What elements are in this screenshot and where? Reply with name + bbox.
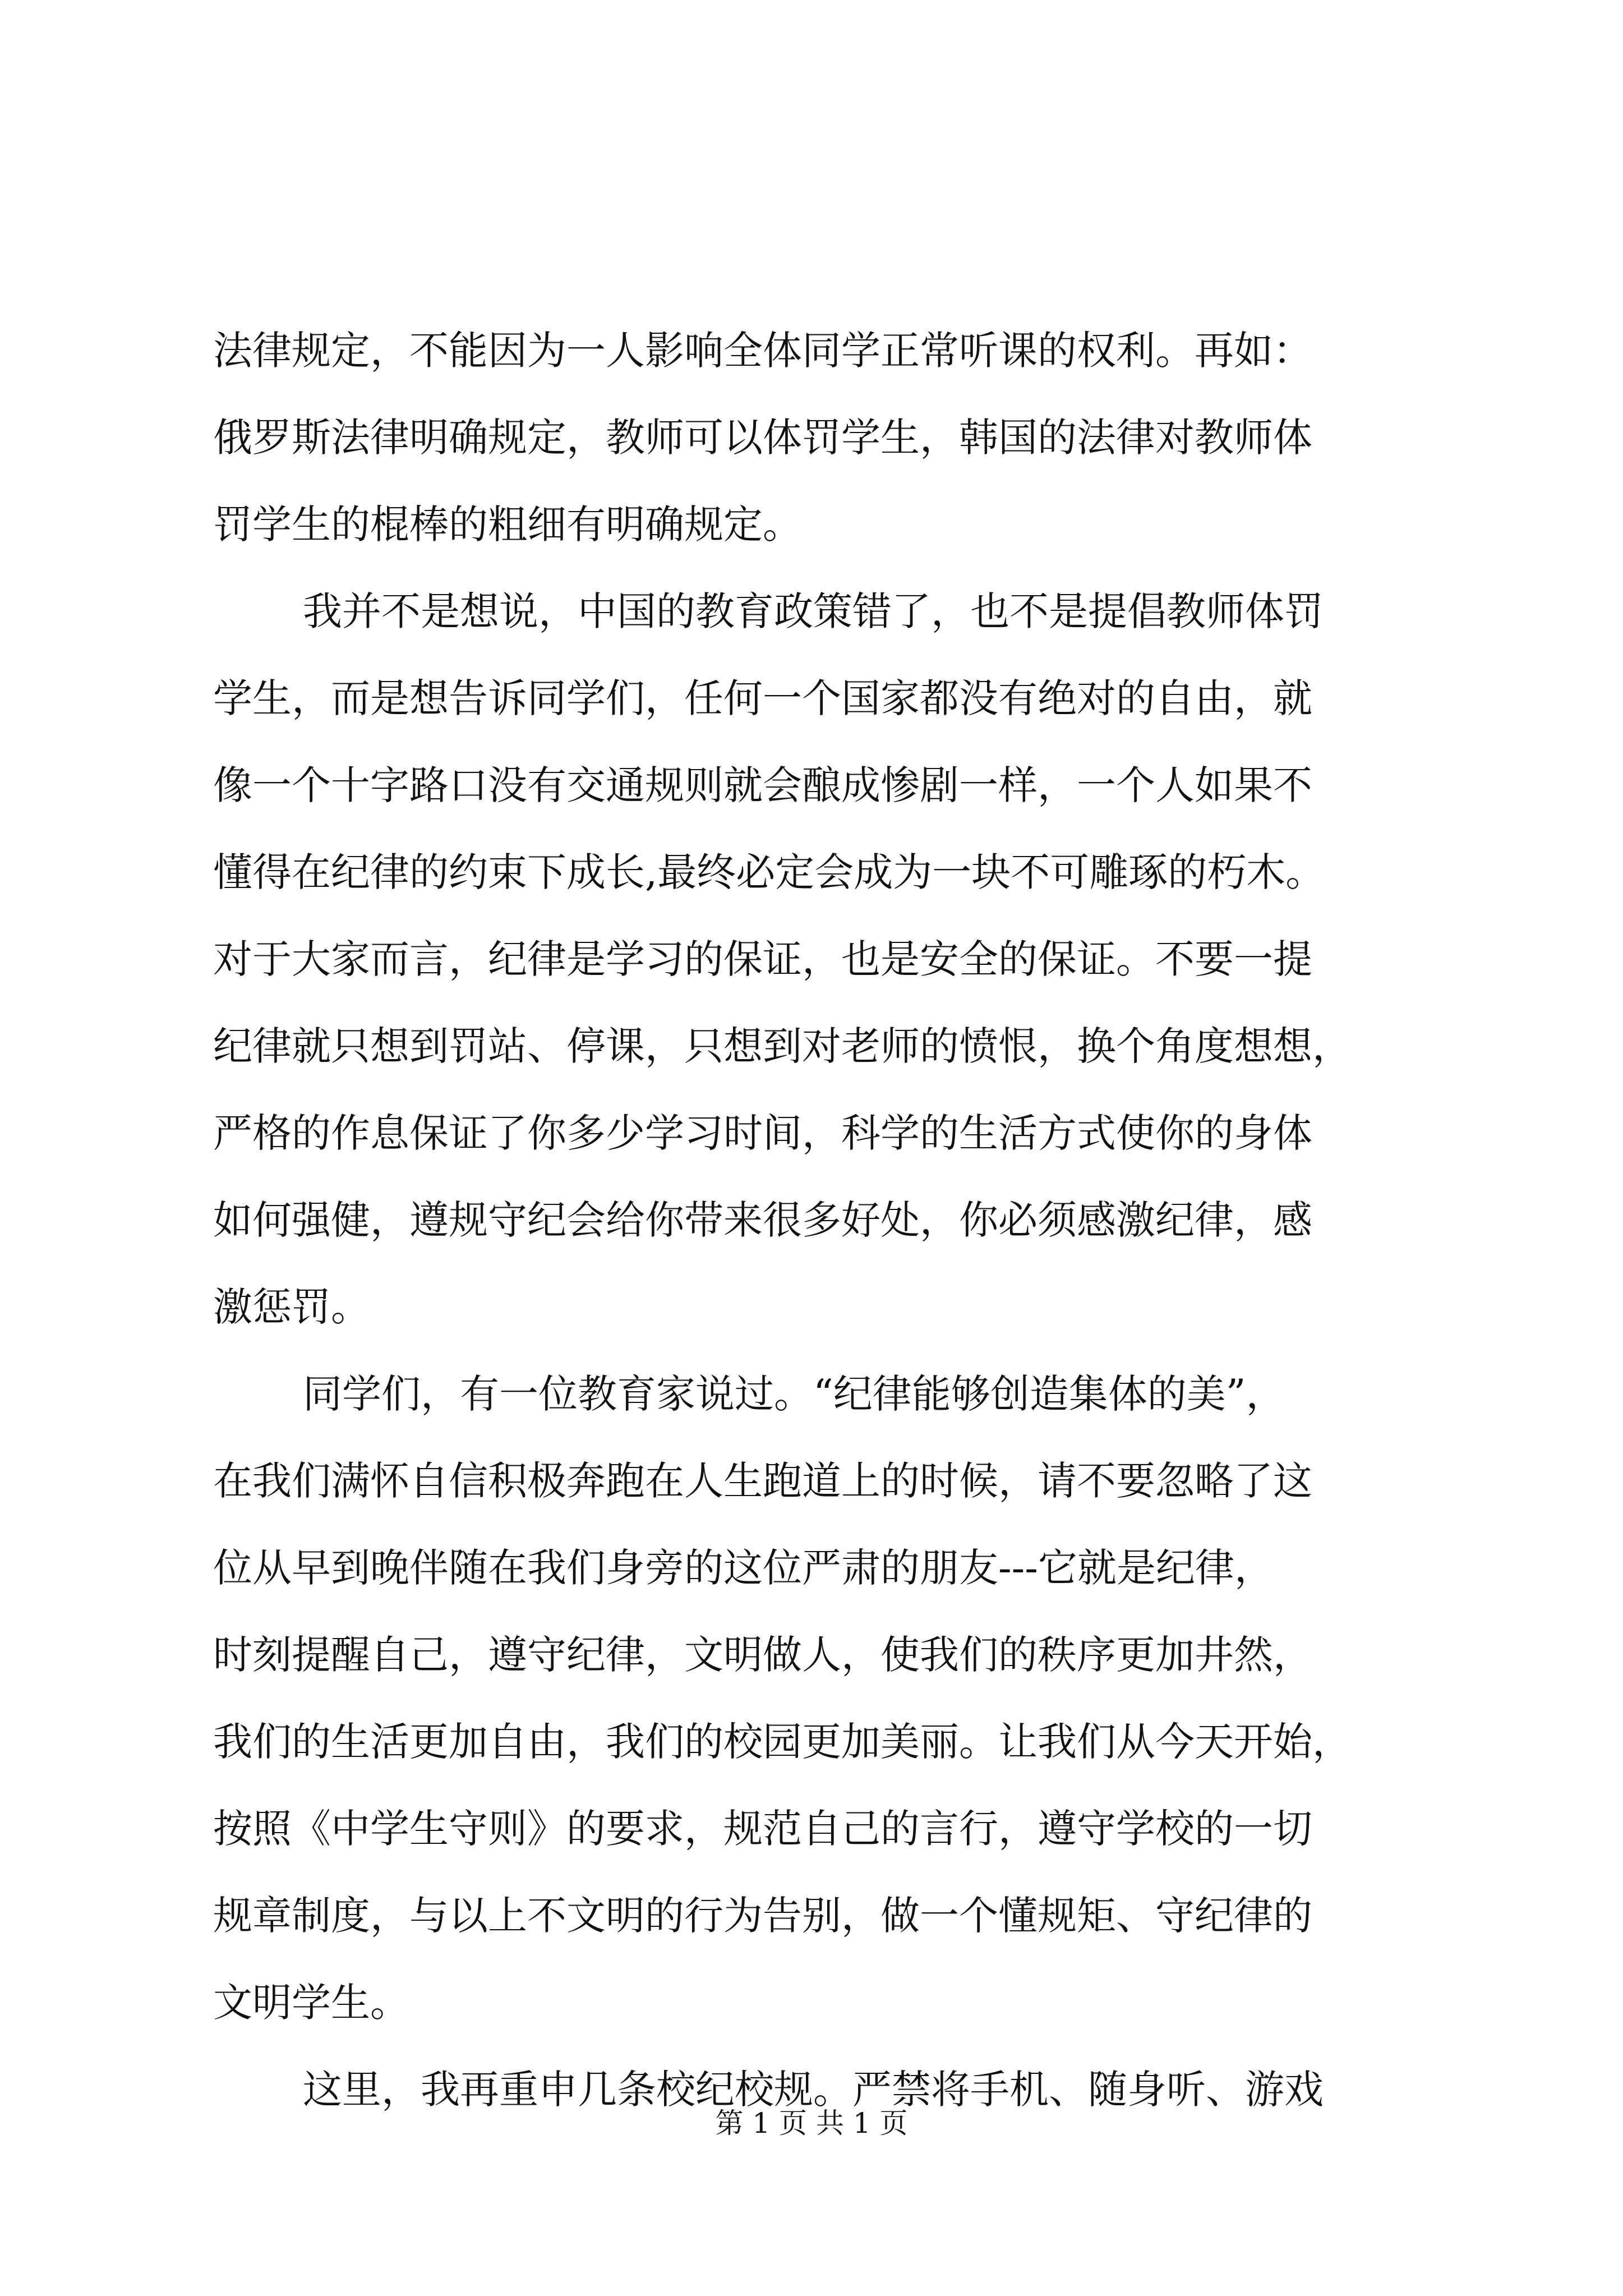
text-line: 位从早到晚伴随在我们身旁的这位严肃的朋友---它就是纪律，: [213, 1545, 1274, 1591]
text-line: 懂得在纪律的约束下成长,最终必定会成为一块不可雕琢的朽木。: [213, 849, 1325, 895]
page-footer: 第 1 页 共 1 页: [715, 2107, 908, 2139]
text-line: 时刻提醒自己，遵守纪律，文明做人，使我们的秩序更加井然，: [213, 1632, 1312, 1678]
text-line: 我们的生活更加自由，我们的校园更加美丽。让我们从今天开始，: [213, 1719, 1352, 1765]
text-line: 像一个十字路口没有交通规则就会酿成惨剧一样，一个人如果不: [213, 762, 1312, 808]
body-text: [213, 307, 1436, 2133]
text-line: 在我们满怀自信积极奔跑在人生跑道上的时候，请不要忽略了这: [213, 1458, 1312, 1504]
text-line: 严格的作息保证了你多少学习时间，科学的生活方式使你的身体: [213, 1110, 1312, 1156]
text-line: 罚学生的棍棒的粗细有明确规定。: [213, 501, 802, 547]
text-line: 激惩罚。: [213, 1284, 370, 1330]
text-line: 文明学生。: [213, 1980, 409, 2026]
text-line: 俄罗斯法律明确规定，教师可以体罚学生，韩国的法律对教师体: [213, 415, 1312, 461]
text-line: 同学们，有一位教育家说过。“纪律能够创造集体的美”，: [303, 1371, 1285, 1417]
text-line: 如何强健，遵规守纪会给你带来很多好处，你必须感激纪律，感: [213, 1197, 1312, 1243]
text-line: 按照《中学生守则》的要求，规范自己的言行，遵守学校的一切: [213, 1806, 1312, 1852]
text-line: 法律规定，不能因为一人影响全体同学正常听课的权利。再如：: [213, 328, 1312, 374]
text-line: 规章制度，与以上不文明的行为告别，做一个懂规矩、守纪律的: [213, 1893, 1312, 1939]
text-line: 对于大家而言，纪律是学习的保证，也是安全的保证。不要一提: [213, 936, 1312, 982]
text-line: 我并不是想说，中国的教育政策错了，也不是提倡教师体罚: [303, 588, 1324, 634]
text-line: 这里，我再重申几条校纪校规。严禁将手机、随身听、游戏: [303, 2067, 1324, 2113]
text-line: 纪律就只想到罚站、停课，只想到对老师的愤恨，换个角度想想，: [213, 1023, 1352, 1069]
text-line: 学生，而是想告诉同学们，任何一个国家都没有绝对的自由，就: [213, 675, 1312, 721]
